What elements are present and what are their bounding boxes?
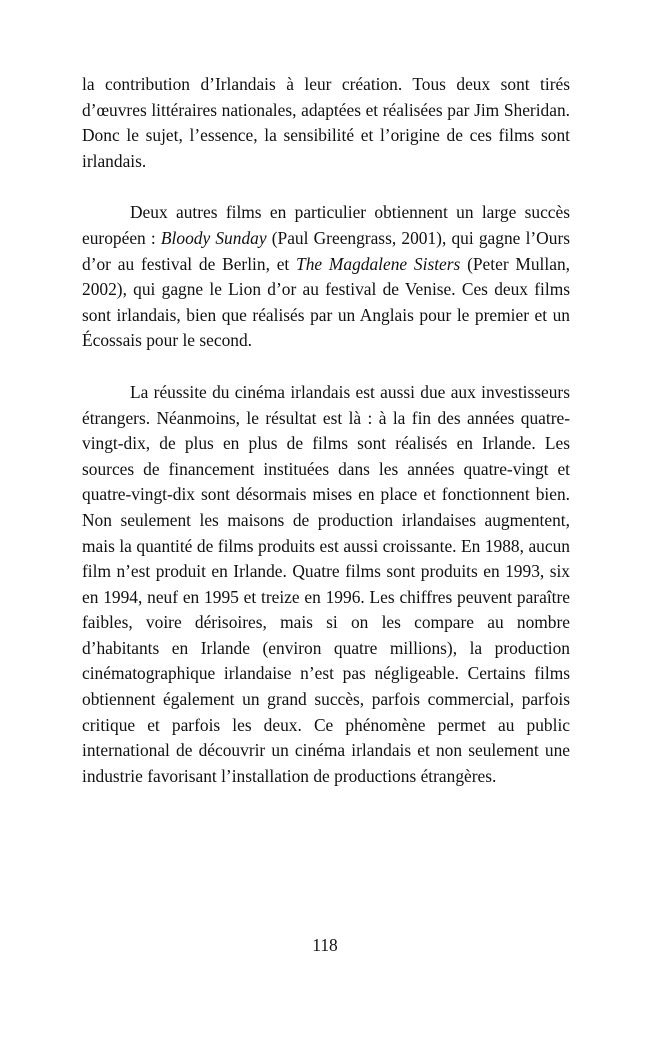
paragraph-text: (Paul Greengrass, 2001), qui gagne l’Ours d’or au festival de Berlin, et	[82, 227, 570, 274]
film-title-bloody-sunday: Bloody Sunday	[160, 227, 267, 248]
paragraph-european-success	[82, 200, 570, 354]
paragraph-gap	[82, 354, 570, 380]
page-number: 118	[312, 935, 338, 955]
paragraph-foreign-investors: La réussite du cinéma irlandais est aussi due aux investisseurs étrangers. Néanmoins, le résultat est là : à la fin des années quatre-vingt-dix, de plus en plus de films sont réalisés en Irlande. Les sources de financement instituées dans les années quatre-vingt et quatre-vingt-dix sont désormais mises en place et fonctionnent bien. Non seulement les maisons de production irlandaises augmentent, mais la quantité de films produits est aussi croissante. En 1988, aucun film n’est produit en Irlande. Quatre films sont produits en 1993, six en 1994, neuf en 1995 et treize en 1996. Les chiffres peuvent paraître faibles, voire dérisoires, mais si on les compare au nombre d’habitants en Irlande (environ quatre millions), la production cinématographique irlandaise n’est pas négligeable. Certains films obtiennent également un grand succès, parfois commercial, parfois critique et parfois les deux. Ce phénomène permet au public international de découvrir un cinéma irlandais et non seulement une industrie favorisant l’installation de productions étrangères.	[82, 381, 570, 786]
paragraph-text: (Peter Mullan, 2002), qui gagne le Lion d’or au festival de Venise. Ces deux films sont irlandais, bien que réalisés par un Anglais pour le premier et un Écossais pour le second.	[82, 253, 570, 351]
paragraph-gap	[82, 174, 570, 200]
film-title-magdalene-sisters: The Magdalene Sisters	[296, 253, 461, 274]
page-body	[82, 72, 570, 789]
paragraph-text: Deux autres films en particulier obtiennent un large succès européen :	[82, 202, 570, 248]
paragraph-continuation: la contribution d’Irlandais à leur création. Tous deux sont tirés d’œuvres littéraires nationales, adaptées et réalisées par Jim Sheridan. Donc le sujet, l’essence, la sensibilité et l’origine de ces films sont irlandais.	[82, 74, 570, 171]
